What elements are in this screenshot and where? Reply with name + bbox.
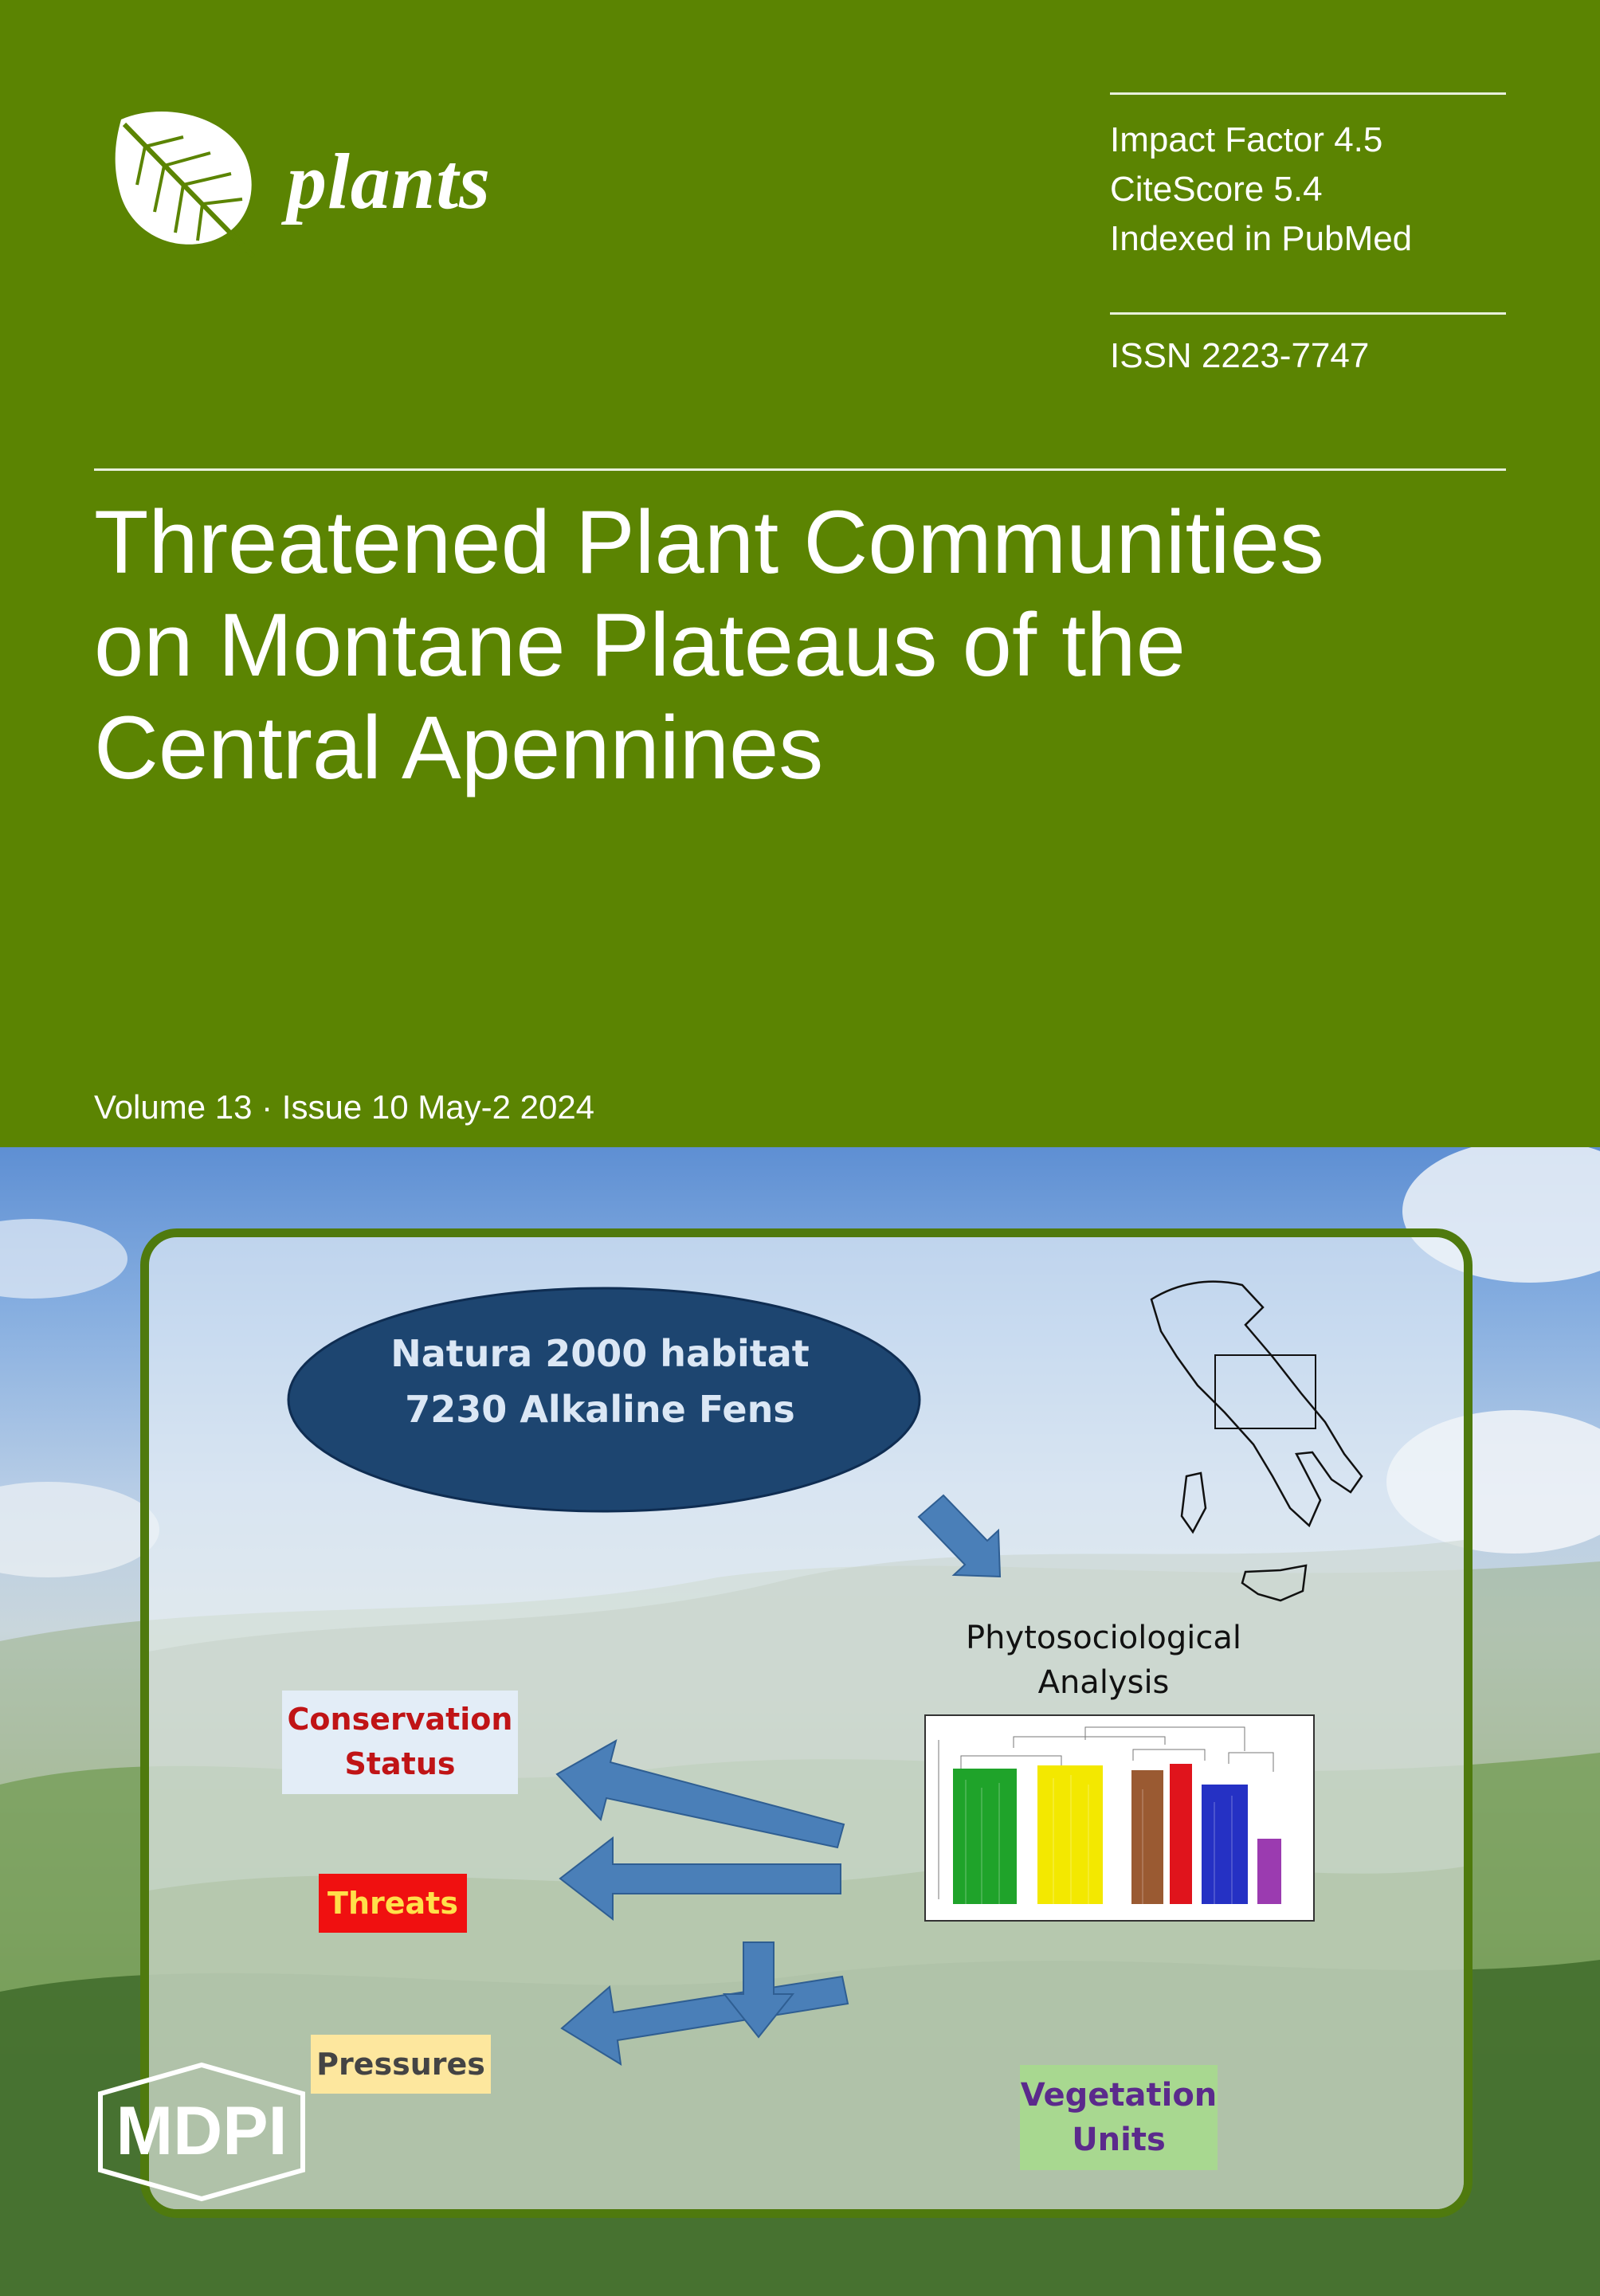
leaf-logo-icon xyxy=(105,105,265,264)
mdpi-logo-text: MDPI xyxy=(116,2093,288,2169)
conservation-status-box xyxy=(282,1691,518,1794)
cluster-red xyxy=(1170,1764,1192,1904)
habitat-label xyxy=(198,1326,1002,1437)
threats-box: Threats xyxy=(319,1874,467,1933)
vegetation-line-2: Units xyxy=(1072,2122,1166,2158)
cluster-green xyxy=(953,1769,1017,1904)
impact-factor: Impact Factor 4.5 xyxy=(1110,120,1383,159)
dendrogram-figure xyxy=(924,1714,1315,1922)
analysis-label xyxy=(932,1616,1275,1705)
title-rule xyxy=(94,468,1506,471)
analysis-line-2: Analysis xyxy=(1037,1664,1170,1701)
header-rule-mid xyxy=(1110,312,1506,315)
issn: ISSN 2223-7747 xyxy=(1110,336,1370,375)
cluster-yellow xyxy=(1037,1765,1103,1904)
title-line-3: Central Apennines xyxy=(94,698,824,797)
journal-metrics xyxy=(1110,116,1412,264)
conservation-line-2: Status xyxy=(344,1746,456,1781)
journal-name: plants xyxy=(287,137,492,225)
vegetation-units-box xyxy=(1020,2065,1218,2170)
mdpi-logo-icon xyxy=(94,2062,309,2202)
title-line-2: on Montane Plateaus of the xyxy=(94,595,1186,695)
issue-info: Volume 13 · Issue 10 May-2 2024 xyxy=(94,1088,595,1126)
vegetation-line-1: Vegetation xyxy=(1020,2077,1218,2114)
header-rule-top xyxy=(1110,92,1506,95)
cover-title xyxy=(94,491,1576,799)
citescore: CiteScore 5.4 xyxy=(1110,170,1323,209)
cluster-blue xyxy=(1202,1785,1248,1904)
pressures-box: Pressures xyxy=(311,2035,491,2094)
habitat-line-2: 7230 Alkaline Fens xyxy=(405,1388,795,1431)
title-line-1: Threatened Plant Communities xyxy=(94,492,1324,592)
analysis-line-1: Phytosociological xyxy=(966,1620,1241,1656)
conservation-line-1: Conservation xyxy=(287,1702,513,1737)
cover-header xyxy=(0,0,1600,1147)
cluster-purple xyxy=(1257,1839,1281,1904)
habitat-line-1: Natura 2000 habitat xyxy=(390,1332,810,1375)
dendrogram-chart xyxy=(926,1716,1313,1920)
indexed-in: Indexed in PubMed xyxy=(1110,219,1413,258)
cluster-brown xyxy=(1131,1770,1163,1904)
